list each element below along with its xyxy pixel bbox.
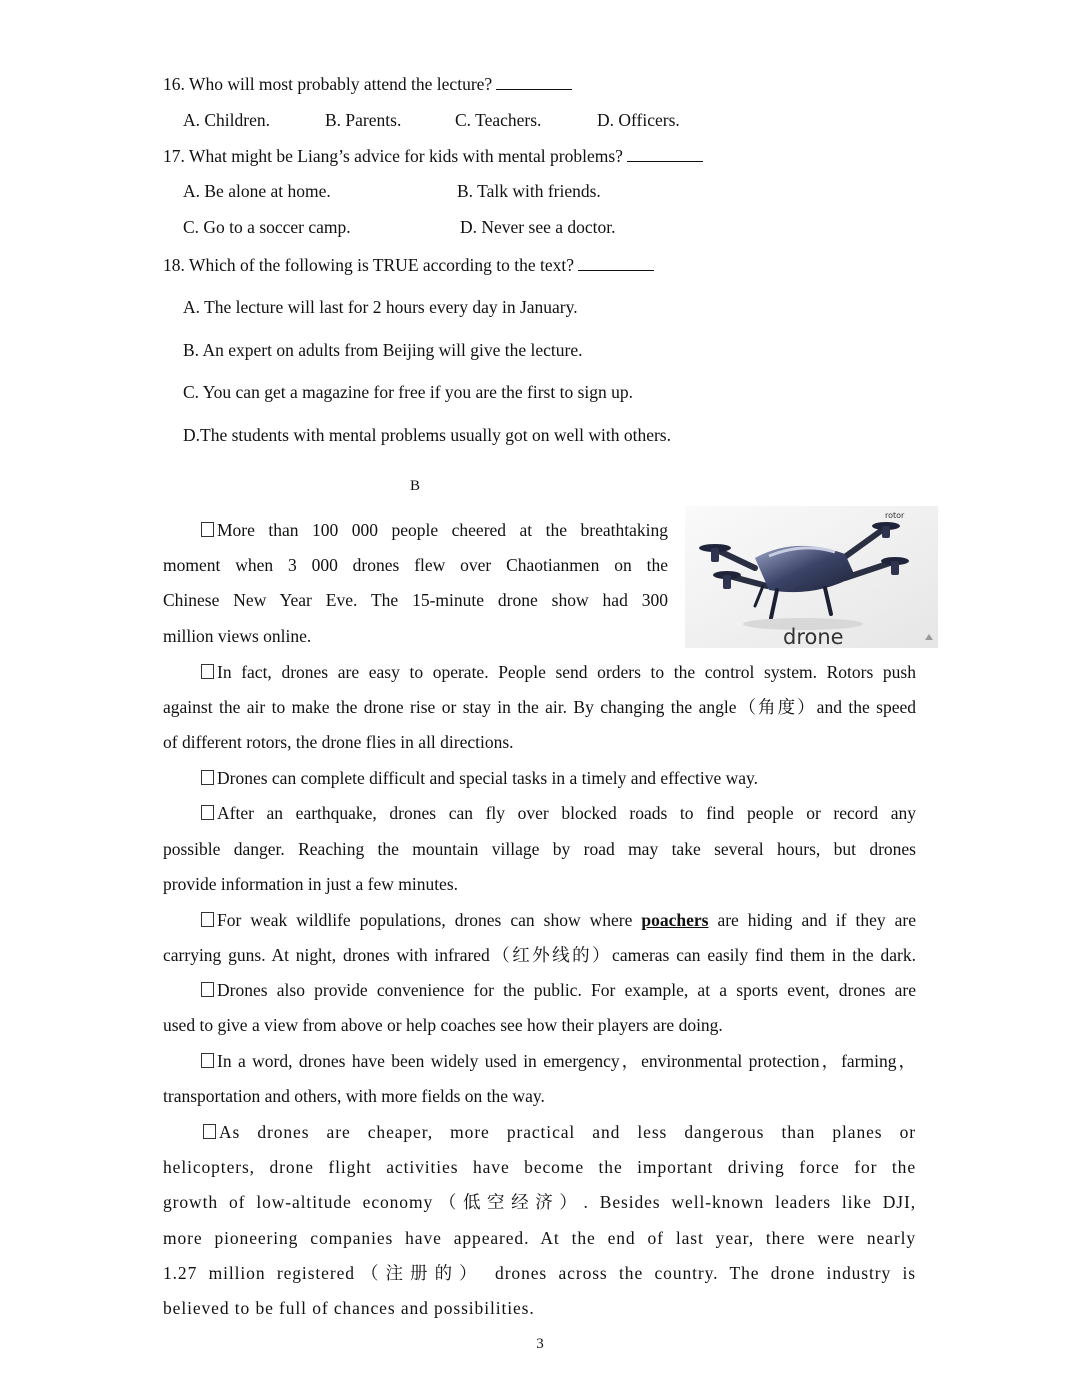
answer-blank — [496, 75, 572, 90]
paragraph-1-line: moment when 3 000 drones flew over Chaotianmen on the — [163, 555, 668, 575]
paragraph-1-line-1: More than 100 000 people cheered at the breathtaking — [163, 519, 668, 541]
option: C. Teachers. — [455, 110, 542, 130]
paragraph-8-line: more pioneering companies have appeared. At the end of last year, there were nearly — [163, 1228, 916, 1248]
paragraph-8-line: helicopters, drone flight activities have become the important driving force for the — [163, 1157, 916, 1177]
drone-illustration — [685, 506, 938, 648]
paragraph-7-line-1: In a word, drones have been widely used in emergency，environmental protection，farming， — [163, 1050, 916, 1072]
paragraph-8-line-1: As drones are cheaper, more practical and less dangerous than planes or — [163, 1121, 916, 1143]
paragraph-6-line-1: Drones also provide convenience for the public. For example, at a sports event, drones are — [163, 979, 916, 1001]
paragraph-1-line: million views online. — [163, 626, 312, 646]
option: A. Children. — [183, 110, 271, 130]
question-17 — [163, 145, 703, 167]
answer-blank — [627, 147, 703, 162]
page-number: 3 — [536, 1336, 544, 1352]
paragraph-5-line: carrying guns. At night, drones with infrared（红外线的）cameras can easily find them in the dark. — [163, 945, 916, 965]
paragraph-8-line: growth of low-altitude economy（低空经济）. Besides well-known leaders like DJI, — [163, 1192, 916, 1212]
paragraph-4-line: possible danger. Reaching the mountain village by road may take several hours, but drones — [163, 839, 916, 859]
paragraph-4-line-1: After an earthquake, drones can fly over blocked roads to find people or record any — [163, 802, 916, 824]
drone-caption: drone — [783, 625, 844, 648]
drone-image — [685, 506, 938, 648]
option: B. Parents. — [325, 110, 402, 130]
question-18-stem: 18. Which of the following is TRUE according to the text? — [163, 255, 575, 275]
paragraph-8-line: believed to be full of chances and possibilities. — [163, 1298, 535, 1318]
question-16 — [163, 73, 572, 95]
option: A. The lecture will last for 2 hours every day in January. — [183, 297, 578, 317]
paragraph-2-line-1: In fact, drones are easy to operate. People send orders to the control system. Rotors push — [163, 661, 916, 683]
section-heading: B — [410, 478, 421, 494]
rotor-label: rotor — [885, 511, 905, 520]
paragraph-5-line-1: For weak wildlife populations, drones can show where poachers are hiding and if they are — [163, 909, 916, 931]
paragraph-4-line: provide information in just a few minutes. — [163, 874, 459, 894]
paragraph-8-line: 1.27 million registered（注册的） drones across the country. The drone industry is — [163, 1263, 916, 1283]
option: D. Never see a doctor. — [460, 217, 616, 237]
question-18 — [163, 254, 654, 276]
option: A. Be alone at home. — [183, 181, 331, 201]
poachers-word: poachers — [641, 910, 709, 930]
paragraph-2-line: of different rotors, the drone flies in all directions. — [163, 732, 514, 752]
paragraph-6-line: used to give a view from above or help coaches see how their players are doing. — [163, 1015, 723, 1035]
option: B. Talk with friends. — [457, 181, 601, 201]
question-16-stem: 16. Who will most probably attend the lecture? — [163, 74, 493, 94]
option: B. An expert on adults from Beijing will give the lecture. — [183, 340, 583, 360]
paragraph-7-line: transportation and others, with more fields on the way. — [163, 1086, 545, 1106]
paragraph-1-line: Chinese New Year Eve. The 15-minute drone show had 300 — [163, 590, 668, 610]
option: D.The students with mental problems usually got on well with others. — [183, 425, 671, 445]
paragraph-3-line-1: Drones can complete difficult and special tasks in a timely and effective way. — [163, 767, 916, 789]
option: D. Officers. — [597, 110, 680, 130]
answer-blank — [578, 256, 654, 271]
option: C. Go to a soccer camp. — [183, 217, 351, 237]
question-17-stem: 17. What might be Liang’s advice for kids with mental problems? — [163, 146, 623, 166]
option: C. You can get a magazine for free if you are the first to sign up. — [183, 382, 634, 402]
paragraph-2-line: against the air to make the drone rise or stay in the air. By changing the angle（角度）and the speed — [163, 697, 916, 717]
